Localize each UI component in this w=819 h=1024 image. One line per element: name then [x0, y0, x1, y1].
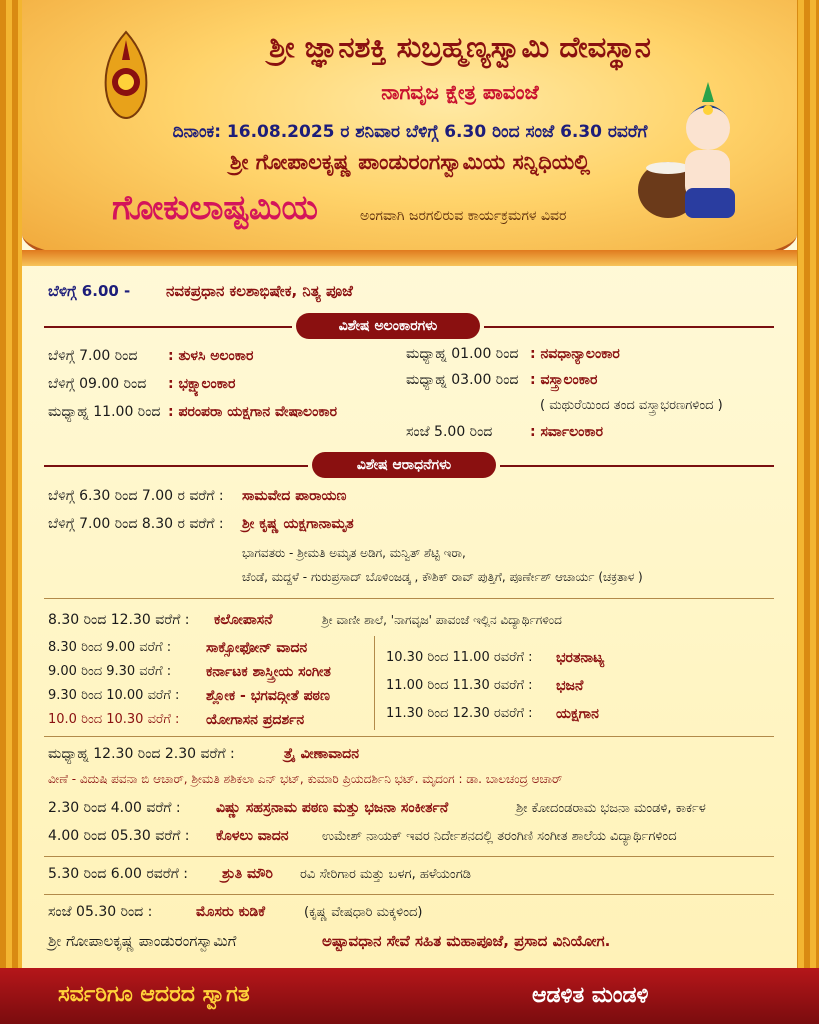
alankara-time: ಬೆಳಿಗ್ಗೆ 7.00 ರಿಂದ	[48, 348, 138, 364]
vishnu-detail: ಶ್ರೀ ಕೋದಂಡರಾಮ ಭಜನಾ ಮಂಡಳಿ, ಕಾರ್ಕಳ	[516, 801, 706, 816]
shruti-time: 5.30 ರಿಂದ 6.00 ರವರೆಗೆ :	[48, 866, 188, 882]
committee-text: ಆಡಳಿತ ಮಂಡಳಿ	[532, 983, 649, 1008]
shruti-detail: ರವಿ ಸೇರಿಗಾರ ಮತ್ತು ಬಳಗ, ಹಳೆಯಂಗಡಿ	[300, 867, 471, 882]
section-separator	[44, 736, 774, 737]
alankara-heading: ವಿಶೇಷ ಅಲಂಕಾರಗಳು	[296, 313, 480, 339]
kalopasane-slot-event: ಭರತನಾಟ್ಯ	[556, 650, 605, 666]
section-separator	[44, 856, 774, 857]
kalopasane-slot-time: 10.30 ರಿಂದ 11.00 ರವರೆಗೆ :	[386, 650, 533, 665]
alankara-event: : ತುಳಸಿ ಅಲಂಕಾರ	[168, 348, 254, 364]
alankara-event: : ಸರ್ವಾಲಂಕಾರ	[530, 424, 604, 440]
bhagavatharu-line: ಭಾಗವತರು - ಶ್ರೀಮತಿ ಅಮೃತ ಅಡಿಗ, ಮನ್ವಿತ್ ಶೆಟ್ಟಿ ಇರಾ,	[242, 546, 466, 560]
kalopasane-slot-time: 8.30 ರಿಂದ 9.00 ವರೆಗೆ :	[48, 640, 172, 655]
kalopasane-slot-event: ಕರ್ನಾಟಕ ಶಾಸ್ತ್ರೀಯ ಸಂಗೀತ	[206, 664, 331, 680]
welcome-text: ಸರ್ವರಿಗೂ ಆದರದ ಸ್ವಾಗತ	[58, 982, 250, 1007]
kalopasane-slot-time: 11.00 ರಿಂದ 11.30 ರವರೆಗೆ :	[386, 678, 533, 693]
section-separator	[44, 894, 774, 895]
alankara-event: : ಪರಂಪರಾ ಯಕ್ಷಗಾನ ವೇಷಾಲಂಕಾರ	[168, 404, 337, 420]
temple-title: ಶ್ರೀ ಜ್ಞಾನಶಕ್ತಿ ಸುಬ್ರಹ್ಮಣ್ಯಸ್ವಾಮಿ ದೇವಸ್ಥಾನ	[269, 30, 651, 64]
divider-left	[44, 465, 308, 467]
mosaru-event: ಮೊಸರು ಕುಡಿಕೆ	[196, 904, 266, 920]
temple-emblem-icon	[100, 30, 152, 120]
kalopasane-slot-time: 9.30 ರಿಂದ 10.00 ವರೆಗೆ :	[48, 688, 180, 703]
aradhana-event: ಶ್ರೀ ಕೃಷ್ಣ ಯಕ್ಷಗಾನಾಮೃತ	[242, 516, 354, 532]
veena-detail: ವೀಣೆ - ವಿದುಷಿ ಪವನಾ ಬಿ ಆಚಾರ್, ಶ್ರೀಮತಿ ಶಶಿಕಲಾ ಎನ್ ಭಟ್, ಕುಮಾರಿ ಪ್ರಿಯದರ್ಶಿನಿ ಭಟ್. ಮೃದಂಗ : ಡಾ. ಬಾಲಚಂದ್ರ ಆಚಾರ್	[48, 772, 563, 786]
final-line-b: ಅಷ್ಟಾವಧಾನ ಸೇವೆ ಸಹಿತ ಮಹಾಪೂಜೆ, ಪ್ರಸಾದ ವಿನಿಯೋಗ.	[322, 932, 611, 950]
kalopasane-slot-time: 10.0 ರಿಂದ 10.30 ವರೆಗೆ :	[48, 712, 180, 727]
festival-tagline: ಅಂಗವಾಗಿ ಜರಗಲಿರುವ ಕಾರ್ಯಕ್ರಮಗಳ ವಿವರ	[360, 208, 567, 224]
morning-event: ನವಕಪ್ರಧಾನ ಕಲಶಾಭಿಷೇಕ, ನಿತ್ಯ ಪೂಜೆ	[166, 282, 353, 300]
alankara-time: ಮಧ್ಯಾಹ್ನ 11.00 ರಿಂದ	[48, 404, 161, 420]
aradhana-time: ಬೆಳಿಗ್ಗೆ 6.30 ರಿಂದ 7.00 ರ ವರೆಗೆ :	[48, 488, 224, 504]
aradhana-heading: ವಿಶೇಷ ಆರಾಧನೆಗಳು	[312, 452, 496, 478]
alankara-time: ಮಧ್ಯಾಹ್ನ 03.00 ರಿಂದ	[406, 372, 519, 388]
alankara-note: ( ಮಥುರೆಯಿಂದ ತಂದ ವಸ್ತ್ರಾಭರಣಗಳಿಂದ )	[540, 398, 723, 413]
veena-time: ಮಧ್ಯಾಹ್ನ 12.30 ರಿಂದ 2.30 ವರೆಗೆ :	[48, 746, 235, 762]
vishnu-time: 2.30 ರಿಂದ 4.00 ವರೆಗೆ :	[48, 800, 181, 816]
veena-event: ತ್ರೈ ವೀಣಾವಾದನ	[284, 746, 359, 762]
festival-name: ಗೋಕುಲಾಷ್ಟಮಿಯ	[112, 188, 318, 228]
kalopasane-slot-time: 9.00 ರಿಂದ 9.30 ವರೆಗೆ :	[48, 664, 172, 679]
alankara-time: ಮಧ್ಯಾಹ್ನ 01.00 ರಿಂದ	[406, 346, 519, 362]
temple-subtitle: ನಾಗವೃಜ ಕ್ಷೇತ್ರ ಪಾವಂಜೆ	[381, 80, 539, 104]
kalopasane-slot-event: ಯೋಗಾಸನ ಪ್ರದರ್ಶನ	[206, 712, 305, 728]
shruti-event: ಶ್ರುತಿ ಮೌರಿ	[222, 866, 273, 882]
kalopasane-slot-event: ಯಕ್ಷಗಾನ	[556, 706, 599, 722]
chende-line: ಚೆಂಡೆ, ಮದ್ದಳೆ - ಗುರುಪ್ರಸಾದ್ ಬೊಳಿಂಜಡ್ಕ , ಕೌಶಿಕ್ ರಾವ್ ಪುತ್ತಿಗೆ, ಪೂರ್ಣೇಶ್ ಆಚಾರ್ಯ (ಚಕ್ರತಾಳ )	[242, 570, 643, 584]
header-band	[22, 250, 797, 266]
kolalu-event: ಕೊಳಲು ವಾದನ	[216, 828, 289, 844]
alankara-event: : ನವಧಾನ್ಯಾಲಂಕಾರ	[530, 346, 620, 362]
mosaru-detail: (ಕೃಷ್ಣ ವೇಷಧಾರಿ ಮಕ್ಕಳಿಂದ)	[304, 905, 423, 920]
divider-left	[44, 326, 292, 328]
sannidhi-line: ಶ್ರೀ ಗೋಪಾಲಕೃಷ್ಣ ಪಾಂಡುರಂಗಸ್ವಾಮಿಯ ಸನ್ನಿಧಿಯಲ್ಲಿ	[229, 150, 591, 174]
divider-right	[500, 465, 774, 467]
kalopasane-event: ಕಲೋಪಾಸನೆ	[214, 612, 273, 628]
alankara-time: ಸಂಜೆ 5.00 ರಿಂದ	[406, 424, 493, 440]
kalopasane-slot-event: ಸಾಕ್ಸೋಫೋನ್ ವಾದನ	[206, 640, 308, 656]
kalopasane-slot-event: ಭಜನೆ	[556, 678, 584, 694]
alankara-time: ಬೆಳಿಗ್ಗೆ 09.00 ರಿಂದ	[48, 376, 147, 392]
section-separator	[44, 598, 774, 599]
kalopasane-slot-event: ಶ್ಲೋಕ - ಭಗವದ್ಗೀತೆ ಪಠಣ	[206, 688, 330, 704]
mosaru-time: ಸಂಜೆ 05.30 ರಿಂದ :	[48, 904, 153, 920]
kalopasane-time: 8.30 ರಿಂದ 12.30 ವರೆಗೆ :	[48, 612, 190, 628]
alankara-event: : ಭಕ್ಷ್ಯಾಲಂಕಾರ	[168, 376, 236, 392]
final-line-a: ಶ್ರೀ ಗೋಪಾಲಕೃಷ್ಣ ಪಾಂಡುರಂಗಸ್ವಾಮಿಗೆ	[48, 932, 237, 950]
morning-time: ಬೆಳಿಗ್ಗೆ 6.00 -	[48, 282, 131, 300]
aradhana-event: ಸಾಮವೇದ ಪಾರಾಯಣ	[242, 488, 347, 504]
vishnu-event: ವಿಷ್ಣು ಸಹಸ್ರನಾಮ ಪಠಣ ಮತ್ತು ಭಜನಾ ಸಂಕೀರ್ತನೆ	[216, 800, 449, 816]
kolalu-time: 4.00 ರಿಂದ 05.30 ವರೆಗೆ :	[48, 828, 190, 844]
aradhana-time: ಬೆಳಿಗ್ಗೆ 7.00 ರಿಂದ 8.30 ರ ವರೆಗೆ :	[48, 516, 224, 532]
kalopasane-detail: ಶ್ರೀ ವಾಣೀ ಶಾಲೆ, 'ನಾಗವೃಜ' ಪಾವಂಜೆ ಇಲ್ಲಿನ ವಿದ್ಯಾರ್ಥಿಗಳಿಂದ	[322, 613, 562, 627]
kolalu-detail: ಉಮೇಶ್ ನಾಯಕ್ ಇವರ ನಿರ್ದೇಶನದಲ್ಲಿ ತರಂಗಿಣಿ ಸಂಗೀತ ಶಾಲೆಯ ವಿದ್ಯಾರ್ಥಿಗಳಿಂದ	[322, 829, 677, 844]
event-date: ದಿನಾಂಕ: 16.08.2025 ರ ಶನಿವಾರ ಬೆಳಿಗ್ಗೆ 6.30 ರಿಂದ ಸಂಜೆ 6.30 ರವರೆಗೆ	[172, 122, 648, 142]
alankara-event: : ವಸ್ತ್ರಾಲಂಕಾರ	[530, 372, 598, 388]
kalopasane-slot-time: 11.30 ರಿಂದ 12.30 ರವರೆಗೆ :	[386, 706, 533, 721]
divider-right	[484, 326, 774, 328]
column-divider	[374, 636, 375, 730]
